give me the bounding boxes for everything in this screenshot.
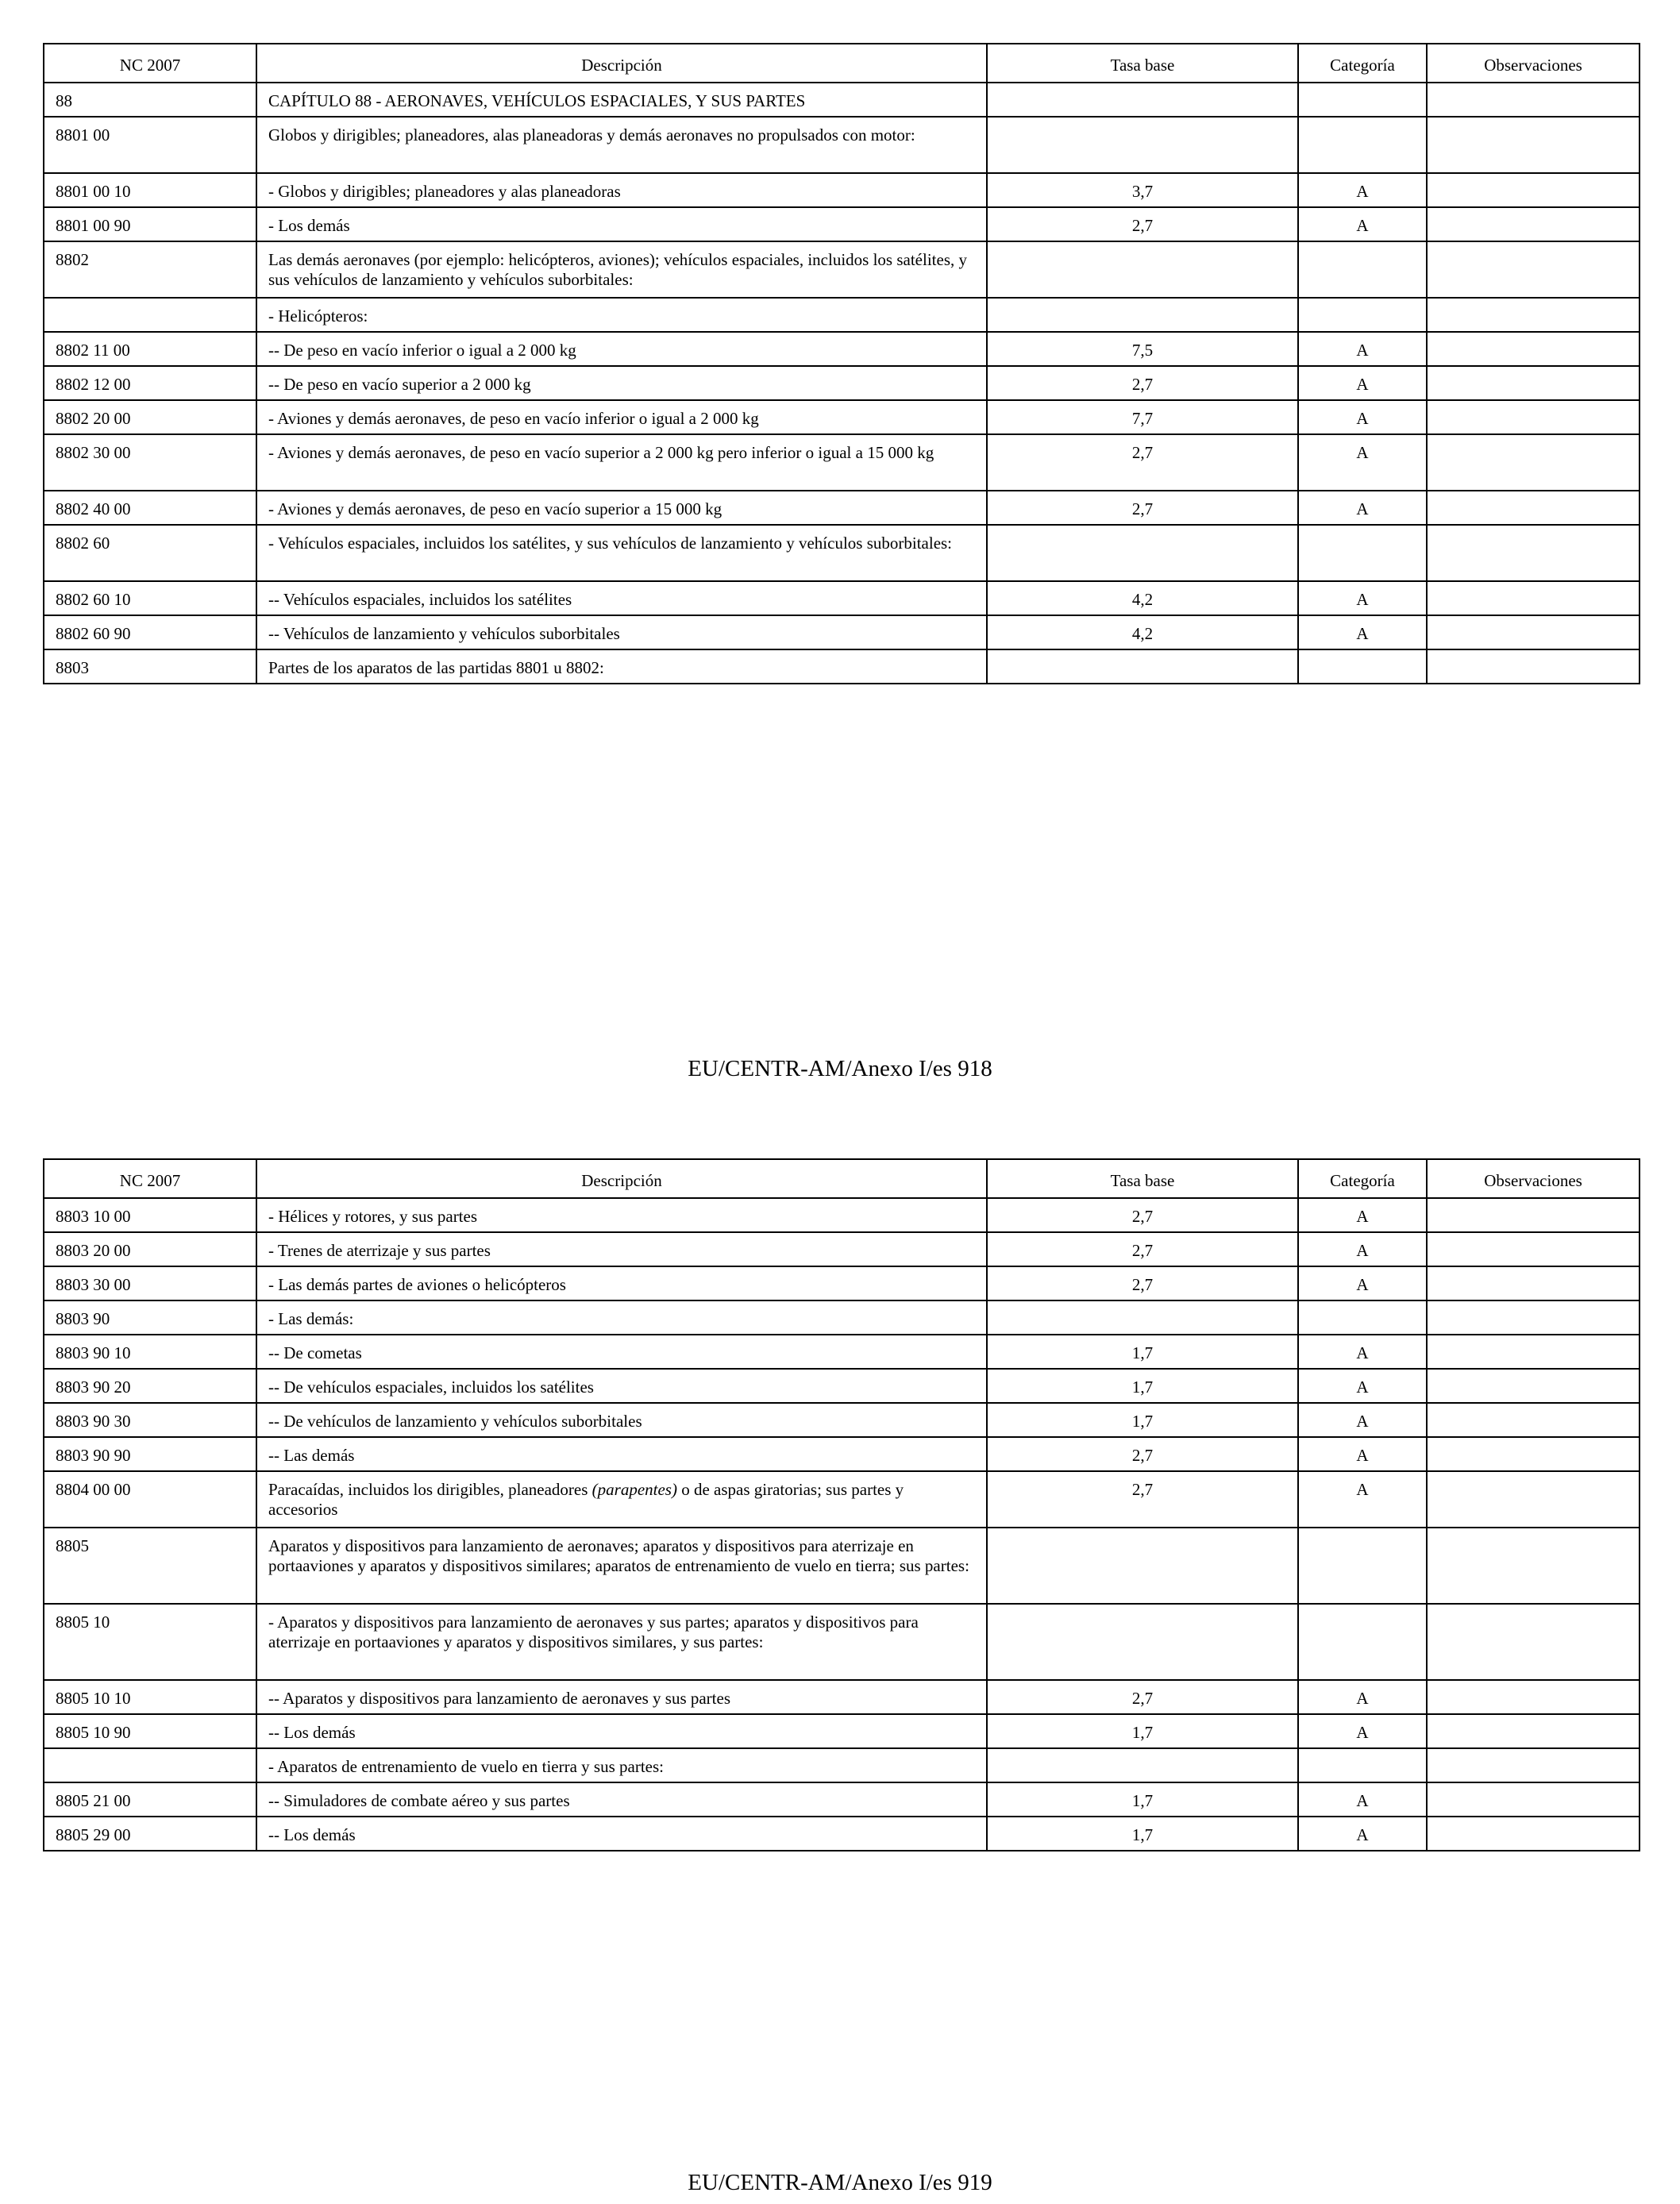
nc-code-cell: 8802 12 00 xyxy=(44,366,256,400)
table-row xyxy=(44,615,1640,649)
base-rate-cell xyxy=(987,83,1298,117)
base-rate-cell: 1,7 xyxy=(987,1782,1298,1817)
base-rate-cell xyxy=(987,298,1298,332)
observations-cell xyxy=(1427,1471,1640,1528)
base-rate-cell: 7,5 xyxy=(987,332,1298,366)
table-row xyxy=(44,400,1640,434)
table-row xyxy=(44,1528,1640,1604)
nc-code-cell: 8805 21 00 xyxy=(44,1782,256,1817)
base-rate-cell xyxy=(987,241,1298,298)
description-cell: - Los demás xyxy=(256,207,987,241)
category-cell: A xyxy=(1298,1369,1427,1403)
nc-code-cell xyxy=(44,298,256,332)
observations-cell xyxy=(1427,1403,1640,1437)
description-cell: - Aviones y demás aeronaves, de peso en vacío superior a 2 000 kg pero inferior o igual a 15 000 kg xyxy=(256,434,987,491)
table-row xyxy=(44,525,1640,581)
category-cell: A xyxy=(1298,581,1427,615)
category-cell: A xyxy=(1298,1437,1427,1471)
description-cell: -- De peso en vacío superior a 2 000 kg xyxy=(256,366,987,400)
table-row xyxy=(44,1604,1640,1680)
category-cell: A xyxy=(1298,366,1427,400)
nc-code-cell: 8803 90 xyxy=(44,1300,256,1335)
base-rate-cell xyxy=(987,1528,1298,1604)
description-cell: Aparatos y dispositivos para lanzamiento de aeronaves; aparatos y dispositivos para aterrizaje en portaaviones y aparatos y dispositivos similares; aparatos de entrenamiento de vuelo en tierra; sus partes: xyxy=(256,1528,987,1604)
nc-code-cell: 8802 11 00 xyxy=(44,332,256,366)
description-cell: -- Los demás xyxy=(256,1714,987,1748)
observations-cell xyxy=(1427,1782,1640,1817)
base-rate-cell: 4,2 xyxy=(987,615,1298,649)
header-observations: Observaciones xyxy=(1427,1159,1640,1198)
page-number-footer: EU/CENTR-AM/Anexo I/es 918 xyxy=(688,1056,992,1081)
description-text-part: (parapentes) xyxy=(591,1480,677,1499)
table-row xyxy=(44,1748,1640,1782)
table-row xyxy=(44,1369,1640,1403)
category-cell: A xyxy=(1298,1680,1427,1714)
category-cell: A xyxy=(1298,1403,1427,1437)
table-row xyxy=(44,1335,1640,1369)
category-cell xyxy=(1298,117,1427,173)
table-row xyxy=(44,241,1640,298)
table-row xyxy=(44,1817,1640,1851)
category-cell xyxy=(1298,1604,1427,1680)
category-cell xyxy=(1298,83,1427,117)
base-rate-cell: 4,2 xyxy=(987,581,1298,615)
nc-code-cell: 8804 00 00 xyxy=(44,1471,256,1528)
category-cell xyxy=(1298,1528,1427,1604)
nc-code-cell: 8803 20 00 xyxy=(44,1232,256,1266)
observations-cell xyxy=(1427,1714,1640,1748)
header-description: Descripción xyxy=(256,44,987,83)
observations-cell xyxy=(1427,83,1640,117)
nc-code-cell: 8802 60 90 xyxy=(44,615,256,649)
description-cell: -- Las demás xyxy=(256,1437,987,1471)
category-cell xyxy=(1298,1748,1427,1782)
base-rate-cell: 2,7 xyxy=(987,434,1298,491)
category-cell xyxy=(1298,241,1427,298)
observations-cell xyxy=(1427,1300,1640,1335)
nc-code-cell: 8802 40 00 xyxy=(44,491,256,525)
header-base-rate: Tasa base xyxy=(987,44,1298,83)
table-row xyxy=(44,491,1640,525)
description-cell: - Trenes de aterrizaje y sus partes xyxy=(256,1232,987,1266)
base-rate-cell: 2,7 xyxy=(987,1471,1298,1528)
base-rate-cell xyxy=(987,1748,1298,1782)
table-row xyxy=(44,117,1640,173)
base-rate-cell: 2,7 xyxy=(987,1437,1298,1471)
observations-cell xyxy=(1427,117,1640,173)
description-cell: - Aviones y demás aeronaves, de peso en vacío inferior o igual a 2 000 kg xyxy=(256,400,987,434)
description-cell: -- Los demás xyxy=(256,1817,987,1851)
page-number-footer: EU/CENTR-AM/Anexo I/es 919 xyxy=(688,2170,992,2195)
description-cell: - Hélices y rotores, y sus partes xyxy=(256,1198,987,1232)
description-cell: CAPÍTULO 88 - AERONAVES, VEHÍCULOS ESPACIALES, Y SUS PARTES xyxy=(256,83,987,117)
header-base-rate: Tasa base xyxy=(987,1159,1298,1198)
observations-cell xyxy=(1427,1232,1640,1266)
description-text-part: o de aspas giratorias; sus partes y accesorios xyxy=(268,1480,904,1519)
category-cell xyxy=(1298,1300,1427,1335)
category-cell: A xyxy=(1298,1817,1427,1851)
description-cell: Las demás aeronaves (por ejemplo: helicópteros, aviones); vehículos espaciales, incluidos los satélites, y sus vehículos de lanzamiento y vehículos suborbitales: xyxy=(256,241,987,298)
observations-cell xyxy=(1427,366,1640,400)
description-cell: - Aparatos y dispositivos para lanzamiento de aeronaves y sus partes; aparatos y dispositivos para aterrizaje en portaaviones y aparatos y dispositivos similares, y sus partes: xyxy=(256,1604,987,1680)
nc-code-cell: 8805 10 xyxy=(44,1604,256,1680)
description-cell: - Las demás: xyxy=(256,1300,987,1335)
category-cell: A xyxy=(1298,332,1427,366)
observations-cell xyxy=(1427,525,1640,581)
observations-cell xyxy=(1427,173,1640,207)
tariff-table-page-918 xyxy=(43,43,1640,684)
base-rate-cell: 1,7 xyxy=(987,1714,1298,1748)
header-category: Categoría xyxy=(1298,1159,1427,1198)
nc-code-cell xyxy=(44,1748,256,1782)
description-cell: -- Vehículos espaciales, incluidos los satélites xyxy=(256,581,987,615)
nc-code-cell: 8801 00 10 xyxy=(44,173,256,207)
table-row xyxy=(44,298,1640,332)
category-cell: A xyxy=(1298,1232,1427,1266)
table-row xyxy=(44,366,1640,400)
observations-cell xyxy=(1427,400,1640,434)
nc-code-cell: 8802 60 xyxy=(44,525,256,581)
observations-cell xyxy=(1427,1528,1640,1604)
observations-cell xyxy=(1427,1335,1640,1369)
table-row xyxy=(44,1437,1640,1471)
observations-cell xyxy=(1427,332,1640,366)
table-row xyxy=(44,1680,1640,1714)
description-cell: - Aviones y demás aeronaves, de peso en vacío superior a 15 000 kg xyxy=(256,491,987,525)
category-cell xyxy=(1298,525,1427,581)
description-cell: - Aparatos de entrenamiento de vuelo en tierra y sus partes: xyxy=(256,1748,987,1782)
base-rate-cell: 2,7 xyxy=(987,1266,1298,1300)
category-cell: A xyxy=(1298,1714,1427,1748)
nc-code-cell: 8805 29 00 xyxy=(44,1817,256,1851)
observations-cell xyxy=(1427,298,1640,332)
description-cell: - Helicópteros: xyxy=(256,298,987,332)
category-cell: A xyxy=(1298,1471,1427,1528)
nc-code-cell: 8803 xyxy=(44,649,256,684)
table-body xyxy=(44,1198,1640,1851)
category-cell: A xyxy=(1298,1335,1427,1369)
header-nc: NC 2007 xyxy=(44,44,256,83)
observations-cell xyxy=(1427,1817,1640,1851)
base-rate-cell xyxy=(987,117,1298,173)
nc-code-cell: 8803 30 00 xyxy=(44,1266,256,1300)
description-cell: -- De peso en vacío inferior o igual a 2 000 kg xyxy=(256,332,987,366)
nc-code-cell: 88 xyxy=(44,83,256,117)
table-header-row xyxy=(44,1159,1640,1198)
category-cell xyxy=(1298,298,1427,332)
table-row xyxy=(44,434,1640,491)
observations-cell xyxy=(1427,491,1640,525)
header-observations: Observaciones xyxy=(1427,44,1640,83)
base-rate-cell: 2,7 xyxy=(987,1198,1298,1232)
base-rate-cell: 2,7 xyxy=(987,491,1298,525)
description-cell: -- Aparatos y dispositivos para lanzamiento de aeronaves y sus partes xyxy=(256,1680,987,1714)
description-cell: - Globos y dirigibles; planeadores y alas planeadoras xyxy=(256,173,987,207)
category-cell: A xyxy=(1298,434,1427,491)
nc-code-cell: 8802 xyxy=(44,241,256,298)
observations-cell xyxy=(1427,1748,1640,1782)
observations-cell xyxy=(1427,241,1640,298)
nc-code-cell: 8803 90 30 xyxy=(44,1403,256,1437)
category-cell: A xyxy=(1298,400,1427,434)
base-rate-cell xyxy=(987,525,1298,581)
base-rate-cell xyxy=(987,649,1298,684)
description-cell xyxy=(256,1471,987,1528)
description-cell: -- De vehículos espaciales, incluidos los satélites xyxy=(256,1369,987,1403)
observations-cell xyxy=(1427,1437,1640,1471)
nc-code-cell: 8803 10 00 xyxy=(44,1198,256,1232)
table-row xyxy=(44,581,1640,615)
table-row xyxy=(44,1266,1640,1300)
header-description: Descripción xyxy=(256,1159,987,1198)
nc-code-cell: 8803 90 10 xyxy=(44,1335,256,1369)
table-row xyxy=(44,173,1640,207)
base-rate-cell: 3,7 xyxy=(987,173,1298,207)
table-row xyxy=(44,1198,1640,1232)
base-rate-cell: 2,7 xyxy=(987,366,1298,400)
base-rate-cell: 2,7 xyxy=(987,1232,1298,1266)
description-cell: Partes de los aparatos de las partidas 8801 u 8802: xyxy=(256,649,987,684)
table-row xyxy=(44,1471,1640,1528)
table-row xyxy=(44,332,1640,366)
description-text-part: Paracaídas, incluidos los dirigibles, planeadores xyxy=(268,1480,592,1499)
nc-code-cell: 8803 90 20 xyxy=(44,1369,256,1403)
nc-code-cell: 8805 10 10 xyxy=(44,1680,256,1714)
category-cell: A xyxy=(1298,491,1427,525)
header-category: Categoría xyxy=(1298,44,1427,83)
base-rate-cell xyxy=(987,1604,1298,1680)
category-cell xyxy=(1298,649,1427,684)
nc-code-cell: 8803 90 90 xyxy=(44,1437,256,1471)
category-cell: A xyxy=(1298,1266,1427,1300)
base-rate-cell: 1,7 xyxy=(987,1369,1298,1403)
header-nc: NC 2007 xyxy=(44,1159,256,1198)
observations-cell xyxy=(1427,615,1640,649)
observations-cell xyxy=(1427,1198,1640,1232)
base-rate-cell xyxy=(987,1300,1298,1335)
table-row xyxy=(44,649,1640,684)
base-rate-cell: 1,7 xyxy=(987,1817,1298,1851)
description-cell: -- Simuladores de combate aéreo y sus partes xyxy=(256,1782,987,1817)
observations-cell xyxy=(1427,434,1640,491)
table-header-row xyxy=(44,44,1640,83)
category-cell: A xyxy=(1298,1782,1427,1817)
nc-code-cell: 8805 10 90 xyxy=(44,1714,256,1748)
table-row xyxy=(44,1403,1640,1437)
description-cell: - Vehículos espaciales, incluidos los satélites, y sus vehículos de lanzamiento y vehículos suborbitales: xyxy=(256,525,987,581)
category-cell: A xyxy=(1298,207,1427,241)
base-rate-cell: 1,7 xyxy=(987,1403,1298,1437)
description-cell: Globos y dirigibles; planeadores, alas planeadoras y demás aeronaves no propulsados con motor: xyxy=(256,117,987,173)
table-row xyxy=(44,1300,1640,1335)
nc-code-cell: 8801 00 90 xyxy=(44,207,256,241)
description-cell: -- Vehículos de lanzamiento y vehículos suborbitales xyxy=(256,615,987,649)
table-body xyxy=(44,83,1640,684)
description-cell: -- De cometas xyxy=(256,1335,987,1369)
nc-code-cell: 8801 00 xyxy=(44,117,256,173)
description-cell: -- De vehículos de lanzamiento y vehículos suborbitales xyxy=(256,1403,987,1437)
base-rate-cell: 7,7 xyxy=(987,400,1298,434)
observations-cell xyxy=(1427,581,1640,615)
nc-code-cell: 8802 60 10 xyxy=(44,581,256,615)
observations-cell xyxy=(1427,1266,1640,1300)
description-cell: - Las demás partes de aviones o helicópteros xyxy=(256,1266,987,1300)
table-row xyxy=(44,1714,1640,1748)
table-row xyxy=(44,83,1640,117)
observations-cell xyxy=(1427,649,1640,684)
nc-code-cell: 8805 xyxy=(44,1528,256,1604)
table-row xyxy=(44,207,1640,241)
observations-cell xyxy=(1427,1369,1640,1403)
category-cell: A xyxy=(1298,173,1427,207)
observations-cell xyxy=(1427,207,1640,241)
base-rate-cell: 2,7 xyxy=(987,1680,1298,1714)
tariff-table-page-919 xyxy=(43,1158,1640,1851)
category-cell: A xyxy=(1298,1198,1427,1232)
nc-code-cell: 8802 20 00 xyxy=(44,400,256,434)
table-row xyxy=(44,1782,1640,1817)
base-rate-cell: 1,7 xyxy=(987,1335,1298,1369)
observations-cell xyxy=(1427,1604,1640,1680)
observations-cell xyxy=(1427,1680,1640,1714)
base-rate-cell: 2,7 xyxy=(987,207,1298,241)
table-row xyxy=(44,1232,1640,1266)
category-cell: A xyxy=(1298,615,1427,649)
nc-code-cell: 8802 30 00 xyxy=(44,434,256,491)
